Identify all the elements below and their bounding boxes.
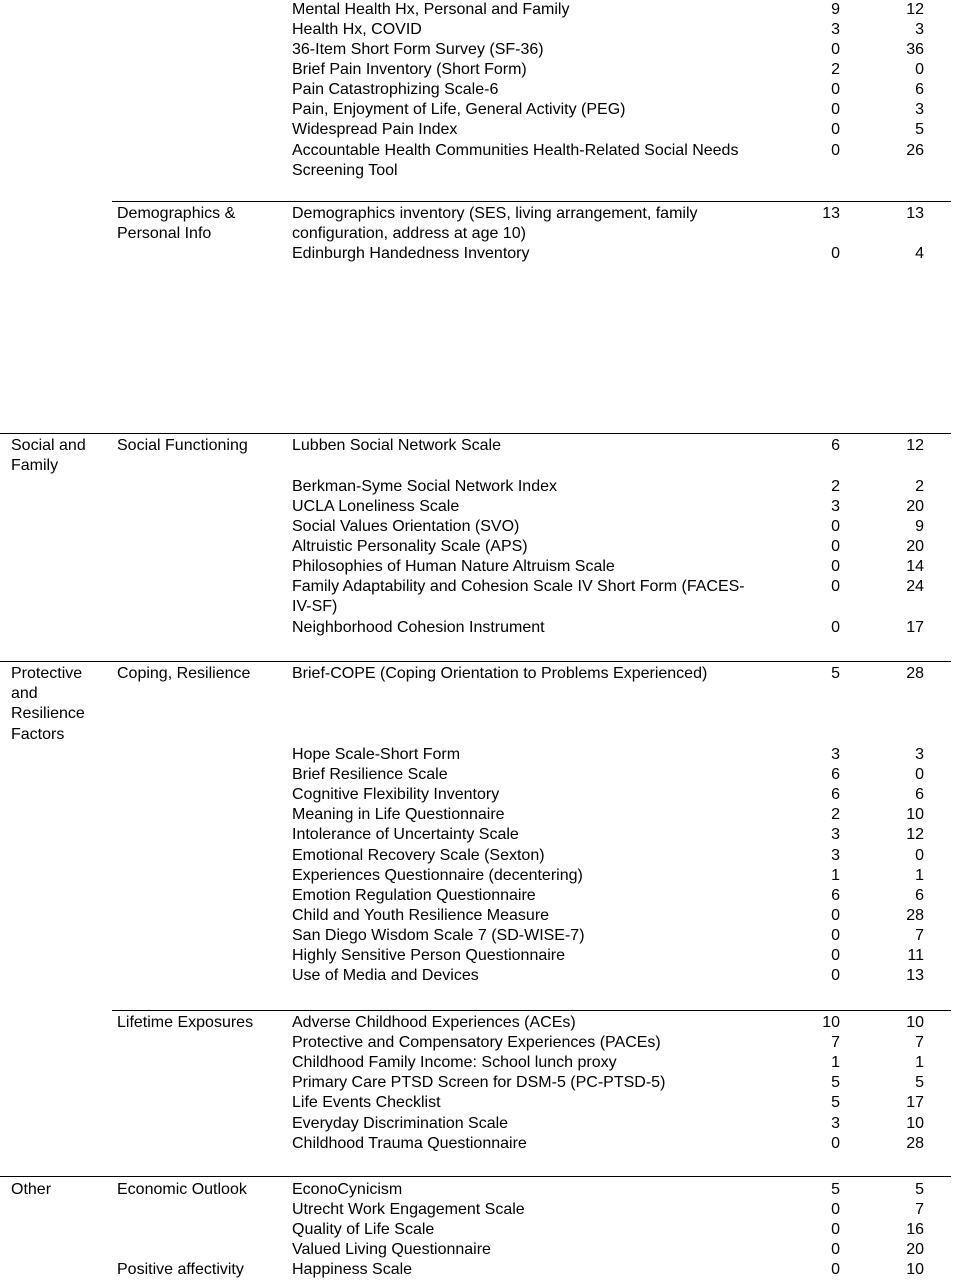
count-cell-2: 5 [915,1181,924,1198]
count-cell-1: 0 [831,1261,840,1278]
count-cell-1: 0 [831,1241,840,1258]
count-cell-1: 0 [831,1135,840,1152]
instrument-name: Health Hx, COVID [292,21,422,38]
count-cell-1: 1 [831,1054,840,1071]
instrument-name: Accountable Health Communities Health-Related Social Needs Screening Tool [292,142,739,180]
count-cell-1: 0 [831,518,840,535]
count-cell-1: 0 [831,41,840,58]
row-separator [0,1176,951,1177]
count-cell-2: 17 [906,1094,924,1111]
instrument-name: UCLA Loneliness Scale [292,498,460,515]
instrument-name: Life Events Checklist [292,1094,441,1111]
instrument-name: Lubben Social Network Scale [292,437,502,454]
count-cell-2: 28 [906,665,924,682]
count-cell-1: 0 [831,927,840,944]
count-cell-1: 3 [831,498,840,515]
count-cell-2: 3 [915,101,924,118]
count-cell-1: 0 [831,947,840,964]
count-cell-2: 11 [907,947,924,964]
count-cell-1: 6 [831,437,840,454]
count-cell-2: 13 [906,967,924,984]
instrument-name: Happiness Scale [292,1261,413,1278]
count-cell-1: 0 [831,619,840,636]
instrument-name: Use of Media and Devices [292,967,479,984]
instrument-name: Childhood Trauma Questionnaire [292,1135,527,1152]
count-cell-2: 28 [906,1135,924,1152]
instrument-name: Demographics inventory (SES, living arrangement, family configuration, address at age 10) [292,205,698,243]
instrument-name: Mental Health Hx, Personal and Family [292,1,570,18]
row-separator [112,201,951,202]
count-cell-1: 6 [831,887,840,904]
instrument-name: Pain Catastrophizing Scale-6 [292,81,499,98]
instrument-name: Neighborhood Cohesion Instrument [292,619,545,636]
count-cell-2: 6 [915,81,924,98]
count-cell-1: 0 [831,907,840,924]
count-cell-1: 1 [831,867,840,884]
count-cell-1: 3 [831,21,840,38]
count-cell-1: 10 [822,1014,840,1031]
instrument-name: Quality of Life Scale [292,1221,435,1238]
instrument-name: Highly Sensitive Person Questionnaire [292,947,566,964]
instrument-name: Experiences Questionnaire (decentering) [292,867,583,884]
instrument-name: Edinburgh Handedness Inventory [292,245,530,262]
count-cell-2: 12 [906,437,924,454]
instrument-name: Brief-COPE (Coping Orientation to Problems Experienced) [292,665,708,682]
instrument-name: Valued Living Questionnaire [292,1241,491,1258]
count-cell-2: 12 [906,1,924,18]
instrument-name: Adverse Childhood Experiences (ACEs) [292,1014,576,1031]
count-cell-2: 5 [915,1074,924,1091]
instrument-name: Meaning in Life Questionnaire [292,806,505,823]
instrument-name: Child and Youth Resilience Measure [292,907,550,924]
count-cell-2: 6 [915,786,924,803]
count-cell-1: 5 [831,665,840,682]
row-separator [112,1010,951,1011]
count-cell-1: 2 [831,61,840,78]
instrument-name: San Diego Wisdom Scale 7 (SD-WISE-7) [292,927,585,944]
instrument-name: Widespread Pain Index [292,121,458,138]
count-cell-2: 24 [906,578,924,595]
count-cell-2: 17 [906,619,924,636]
count-cell-2: 4 [915,245,924,262]
domain-cell: Social and Family [11,437,86,475]
count-cell-1: 0 [831,245,840,262]
instrument-name: Utrecht Work Engagement Scale [292,1201,525,1218]
count-cell-1: 0 [831,101,840,118]
count-cell-1: 0 [831,142,840,159]
instrument-name: Berkman-Syme Social Network Index [292,478,557,495]
count-cell-2: 9 [915,518,924,535]
count-cell-1: 0 [831,81,840,98]
count-cell-1: 3 [831,826,840,843]
count-cell-2: 1 [915,867,924,884]
count-cell-1: 0 [831,1201,840,1218]
domain-cell: Protective and Resilience Factors [11,665,85,743]
count-cell-2: 0 [915,847,924,864]
instrument-name: Emotion Regulation Questionnaire [292,887,536,904]
count-cell-1: 9 [831,1,840,18]
count-cell-2: 10 [906,806,924,823]
instrument-name: Brief Resilience Scale [292,766,448,783]
count-cell-2: 0 [915,766,924,783]
count-cell-1: 0 [831,121,840,138]
count-cell-1: 6 [831,766,840,783]
count-cell-2: 10 [906,1014,924,1031]
instrument-name: Social Values Orientation (SVO) [292,518,520,535]
instrument-name: Everyday Discrimination Scale [292,1115,509,1132]
count-cell-1: 0 [831,1221,840,1238]
count-cell-2: 3 [915,21,924,38]
count-cell-1: 2 [831,478,840,495]
count-cell-2: 3 [915,746,924,763]
category-cell: Social Functioning [117,437,248,454]
count-cell-2: 5 [915,121,924,138]
count-cell-1: 7 [831,1034,840,1051]
instrument-name: Pain, Enjoyment of Life, General Activity (PEG) [292,101,626,118]
instrument-name: Hope Scale-Short Form [292,746,461,763]
count-cell-1: 13 [822,205,840,222]
count-cell-2: 7 [915,1034,924,1051]
count-cell-2: 7 [915,1201,924,1218]
category-cell: Positive affectivity [117,1261,244,1278]
row-separator [0,433,951,434]
category-cell: Coping, Resilience [117,665,251,682]
count-cell-2: 26 [906,142,924,159]
count-cell-2: 13 [906,205,924,222]
count-cell-2: 28 [906,907,924,924]
domain-cell: Other [11,1181,52,1198]
instrument-name: Childhood Family Income: School lunch proxy [292,1054,617,1071]
category-cell: Demographics & Personal Info [117,205,236,243]
count-cell-1: 3 [831,746,840,763]
instrument-name: Cognitive Flexibility Inventory [292,786,500,803]
count-cell-2: 20 [906,498,924,515]
instrument-name: Brief Pain Inventory (Short Form) [292,61,527,78]
count-cell-2: 20 [906,1241,924,1258]
count-cell-2: 10 [906,1115,924,1132]
count-cell-2: 20 [906,538,924,555]
count-cell-1: 5 [831,1181,840,1198]
count-cell-1: 0 [831,967,840,984]
instrument-name: 36-Item Short Form Survey (SF-36) [292,41,544,58]
instrument-name: Protective and Compensatory Experiences (PACEs) [292,1034,661,1051]
category-cell: Economic Outlook [117,1181,247,1198]
count-cell-1: 3 [831,1115,840,1132]
count-cell-2: 36 [906,41,924,58]
instrument-name: Philosophies of Human Nature Altruism Scale [292,558,615,575]
count-cell-1: 3 [831,847,840,864]
count-cell-1: 2 [831,806,840,823]
instrument-name: Intolerance of Uncertainty Scale [292,826,519,843]
count-cell-2: 0 [915,61,924,78]
instrument-name: Primary Care PTSD Screen for DSM-5 (PC-PTSD-5) [292,1074,666,1091]
count-cell-2: 7 [915,927,924,944]
count-cell-2: 14 [906,558,924,575]
category-cell: Lifetime Exposures [117,1014,254,1031]
count-cell-1: 6 [831,786,840,803]
instrument-name: Emotional Recovery Scale (Sexton) [292,847,545,864]
count-cell-1: 5 [831,1094,840,1111]
count-cell-2: 2 [915,478,924,495]
instrument-name: Altruistic Personality Scale (APS) [292,538,528,555]
instrument-name: EconoCynicism [292,1181,403,1198]
count-cell-2: 10 [906,1261,924,1278]
count-cell-2: 16 [906,1221,924,1238]
count-cell-2: 12 [906,826,924,843]
row-separator [0,661,951,662]
count-cell-2: 6 [915,887,924,904]
count-cell-1: 5 [831,1074,840,1091]
count-cell-2: 1 [915,1054,924,1071]
count-cell-1: 0 [831,538,840,555]
instrument-name: Family Adaptability and Cohesion Scale IV Short Form (FACES-IV-SF) [292,578,745,616]
count-cell-1: 0 [831,558,840,575]
count-cell-1: 0 [831,578,840,595]
